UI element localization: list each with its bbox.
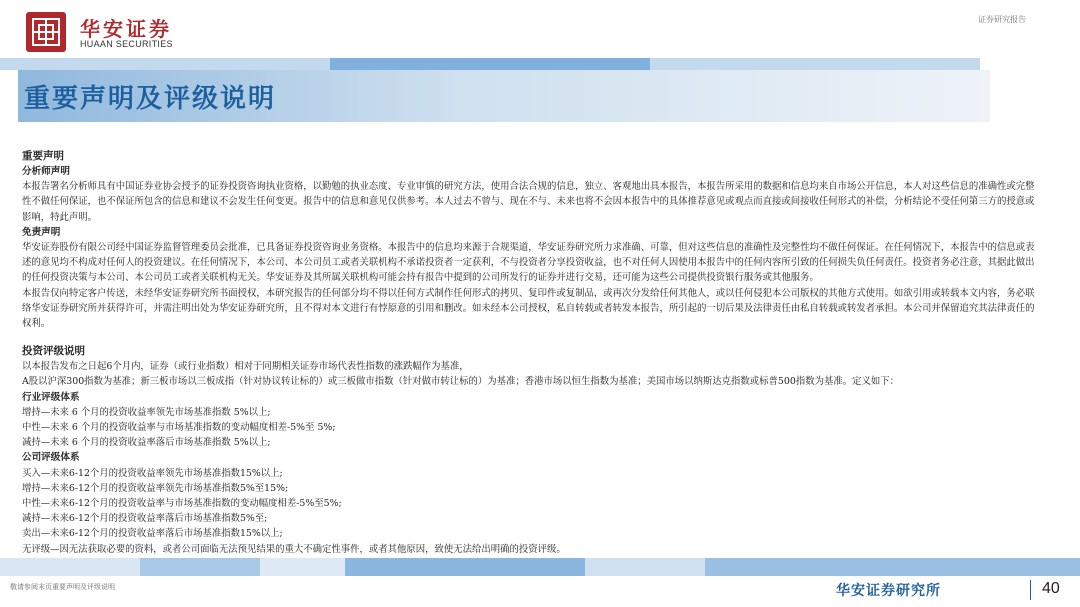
- industry-rating-heading: 行业评级体系: [22, 391, 80, 403]
- header-band-3: [650, 58, 980, 70]
- header-band-1: [0, 58, 330, 70]
- section-heading-declaration: 重要声明: [22, 150, 64, 162]
- analyst-declaration-text: 本报告署名分析师具有中国证券业协会授予的证券投资咨询执业资格，以勤勉的执业态度、专业审慎的研究方法，使用合法合规的信息，独立、客观地出具本报告，本报告所采用的数据和信息均来自市场公开信息，本人对这些信息的准确性或完整性不做任何保证，也不保证所包含的信息和建议不会发生任何变更。报告中的信息和意见仅供参考。本人过去不曾与、现在不与、未来也将不会因本报告中的具体推荐意见或观点而直接或间接收任何形式的补偿，分析结论不受任何第三方的授意或影响，特此声明。: [22, 181, 1035, 223]
- company-rating-item: 增持—未来6-12个月的投资收益率领先市场基准指数5%至15%;: [22, 482, 289, 494]
- page-number: 40: [1042, 580, 1060, 597]
- huaan-logo-icon: [26, 12, 66, 52]
- report-type-label: 证券研究报告: [978, 15, 1026, 24]
- footer-band-2: [140, 558, 260, 576]
- analyst-declaration-heading: 分析师声明: [22, 166, 70, 177]
- no-rating-text: 无评级—因无法获取必要的资料，或者公司面临无法预见结果的重大不确定性事件，或者其他原因，致使无法给出明确的投资评级。: [22, 543, 566, 555]
- footer-band-3: [260, 558, 345, 576]
- footer-band-1: [0, 558, 140, 576]
- industry-rating-item: 减持—未来 6 个月的投资收益率落后市场基准指数 5%以上;: [22, 437, 271, 449]
- disclaimer-paragraph-1: 华安证券股份有限公司经中国证券监督管理委员会批准，已具备证券投资咨询业务资格。本报告中的信息均来源于合规渠道，华安证券研究所力求准确、可靠，但对这些信息的准确性及完整性均不做任何保证。在任何情况下，本报告中的信息或表述的意见均不构成对任何人的投资建议。在任何情况下，本公司、本公司员工或者关联机构不承诺投资者一定获利，不与投资者分享投资收益，也不对任何人因使用本报告中的任何内容所引致的任何损失负任何责任。投资者务必注意，其据此做出的任何投资决策与本公司、本公司员工或者关联机构无关。华安证券及其所属关联机构可能会持有报告中提到的公司所发行的证券并进行交易，还可能为这些公司提供投资银行服务或其他服务。: [22, 242, 1035, 284]
- footer-divider: [1030, 580, 1031, 600]
- content-area: [22, 148, 1042, 557]
- rating-intro-2: A股以沪深300指数为基准；新三板市场以三板成指（针对协议转让标的）或三板做市指数（针对做市转让标的）为基准；香港市场以恒生指数为基准；美国市场以纳斯达克指数或标普500指数为基准。定义如下：: [22, 376, 899, 388]
- industry-rating-item: 中性—未来 6 个月的投资收益率与市场基准指数的变动幅度相差-5%至 5%;: [22, 422, 336, 434]
- industry-rating-item: 增持—未来 6 个月的投资收益率领先市场基准指数 5%以上;: [22, 406, 271, 418]
- page-title: 重要声明及评级说明: [24, 84, 277, 114]
- brand-name-en: HUAAN SECURITIES: [80, 39, 173, 49]
- footer-band-4: [345, 558, 585, 576]
- disclaimer-paragraph-2: 本报告仅向特定客户传送，未经华安证券研究所书面授权，本研究报告的任何部分均不得以任何方式制作任何形式的拷贝、复印件或复制品，或再次分发给任何其他人，或以任何侵犯本公司版权的其他方式使用。如欲引用或转载本文内容，务必联络华安证券研究所并获得许可，并需注明出处为华安证券研究所，且不得对本文进行有悖原意的引用和删改。如未经本公司授权，私自转载或者转发本报告，所引起的一切后果及法律责任由私自转载或转发者承担。本公司并保留追究其法律责任的权利。: [22, 287, 1035, 330]
- company-rating-heading: 公司评级体系: [22, 452, 80, 464]
- company-rating-item: 中性—未来6-12个月的投资收益率与市场基准指数的变动幅度相差-5%至5%;: [22, 498, 342, 510]
- company-rating-item: 减持—未来6-12个月的投资收益率落后市场基准指数5%至;: [22, 513, 268, 525]
- footer-band-6: [705, 558, 1080, 576]
- rating-intro-1: 以本报告发布之日起6个月内，证券（或行业指数）相对于同期相关证券市场代表性指数的涨跌幅作为基准，: [22, 361, 469, 373]
- company-rating-item: 买入—未来6-12个月的投资收益率领先市场基准指数15%以上;: [22, 467, 283, 479]
- footer-band-5: [585, 558, 705, 576]
- disclaimer-heading: 免责声明: [22, 226, 61, 238]
- footer-institute-name: 华安证券研究所: [836, 583, 941, 599]
- brand-name-cn: 华安证券: [80, 17, 172, 41]
- header-band-2: [330, 58, 650, 70]
- company-rating-item: 卖出—未来6-12个月的投资收益率落后市场基准指数15%以上;: [22, 528, 283, 540]
- footer-note: 敬请参阅末页重要声明及评级说明: [10, 583, 115, 591]
- section-heading-rating: 投资评级说明: [22, 345, 85, 358]
